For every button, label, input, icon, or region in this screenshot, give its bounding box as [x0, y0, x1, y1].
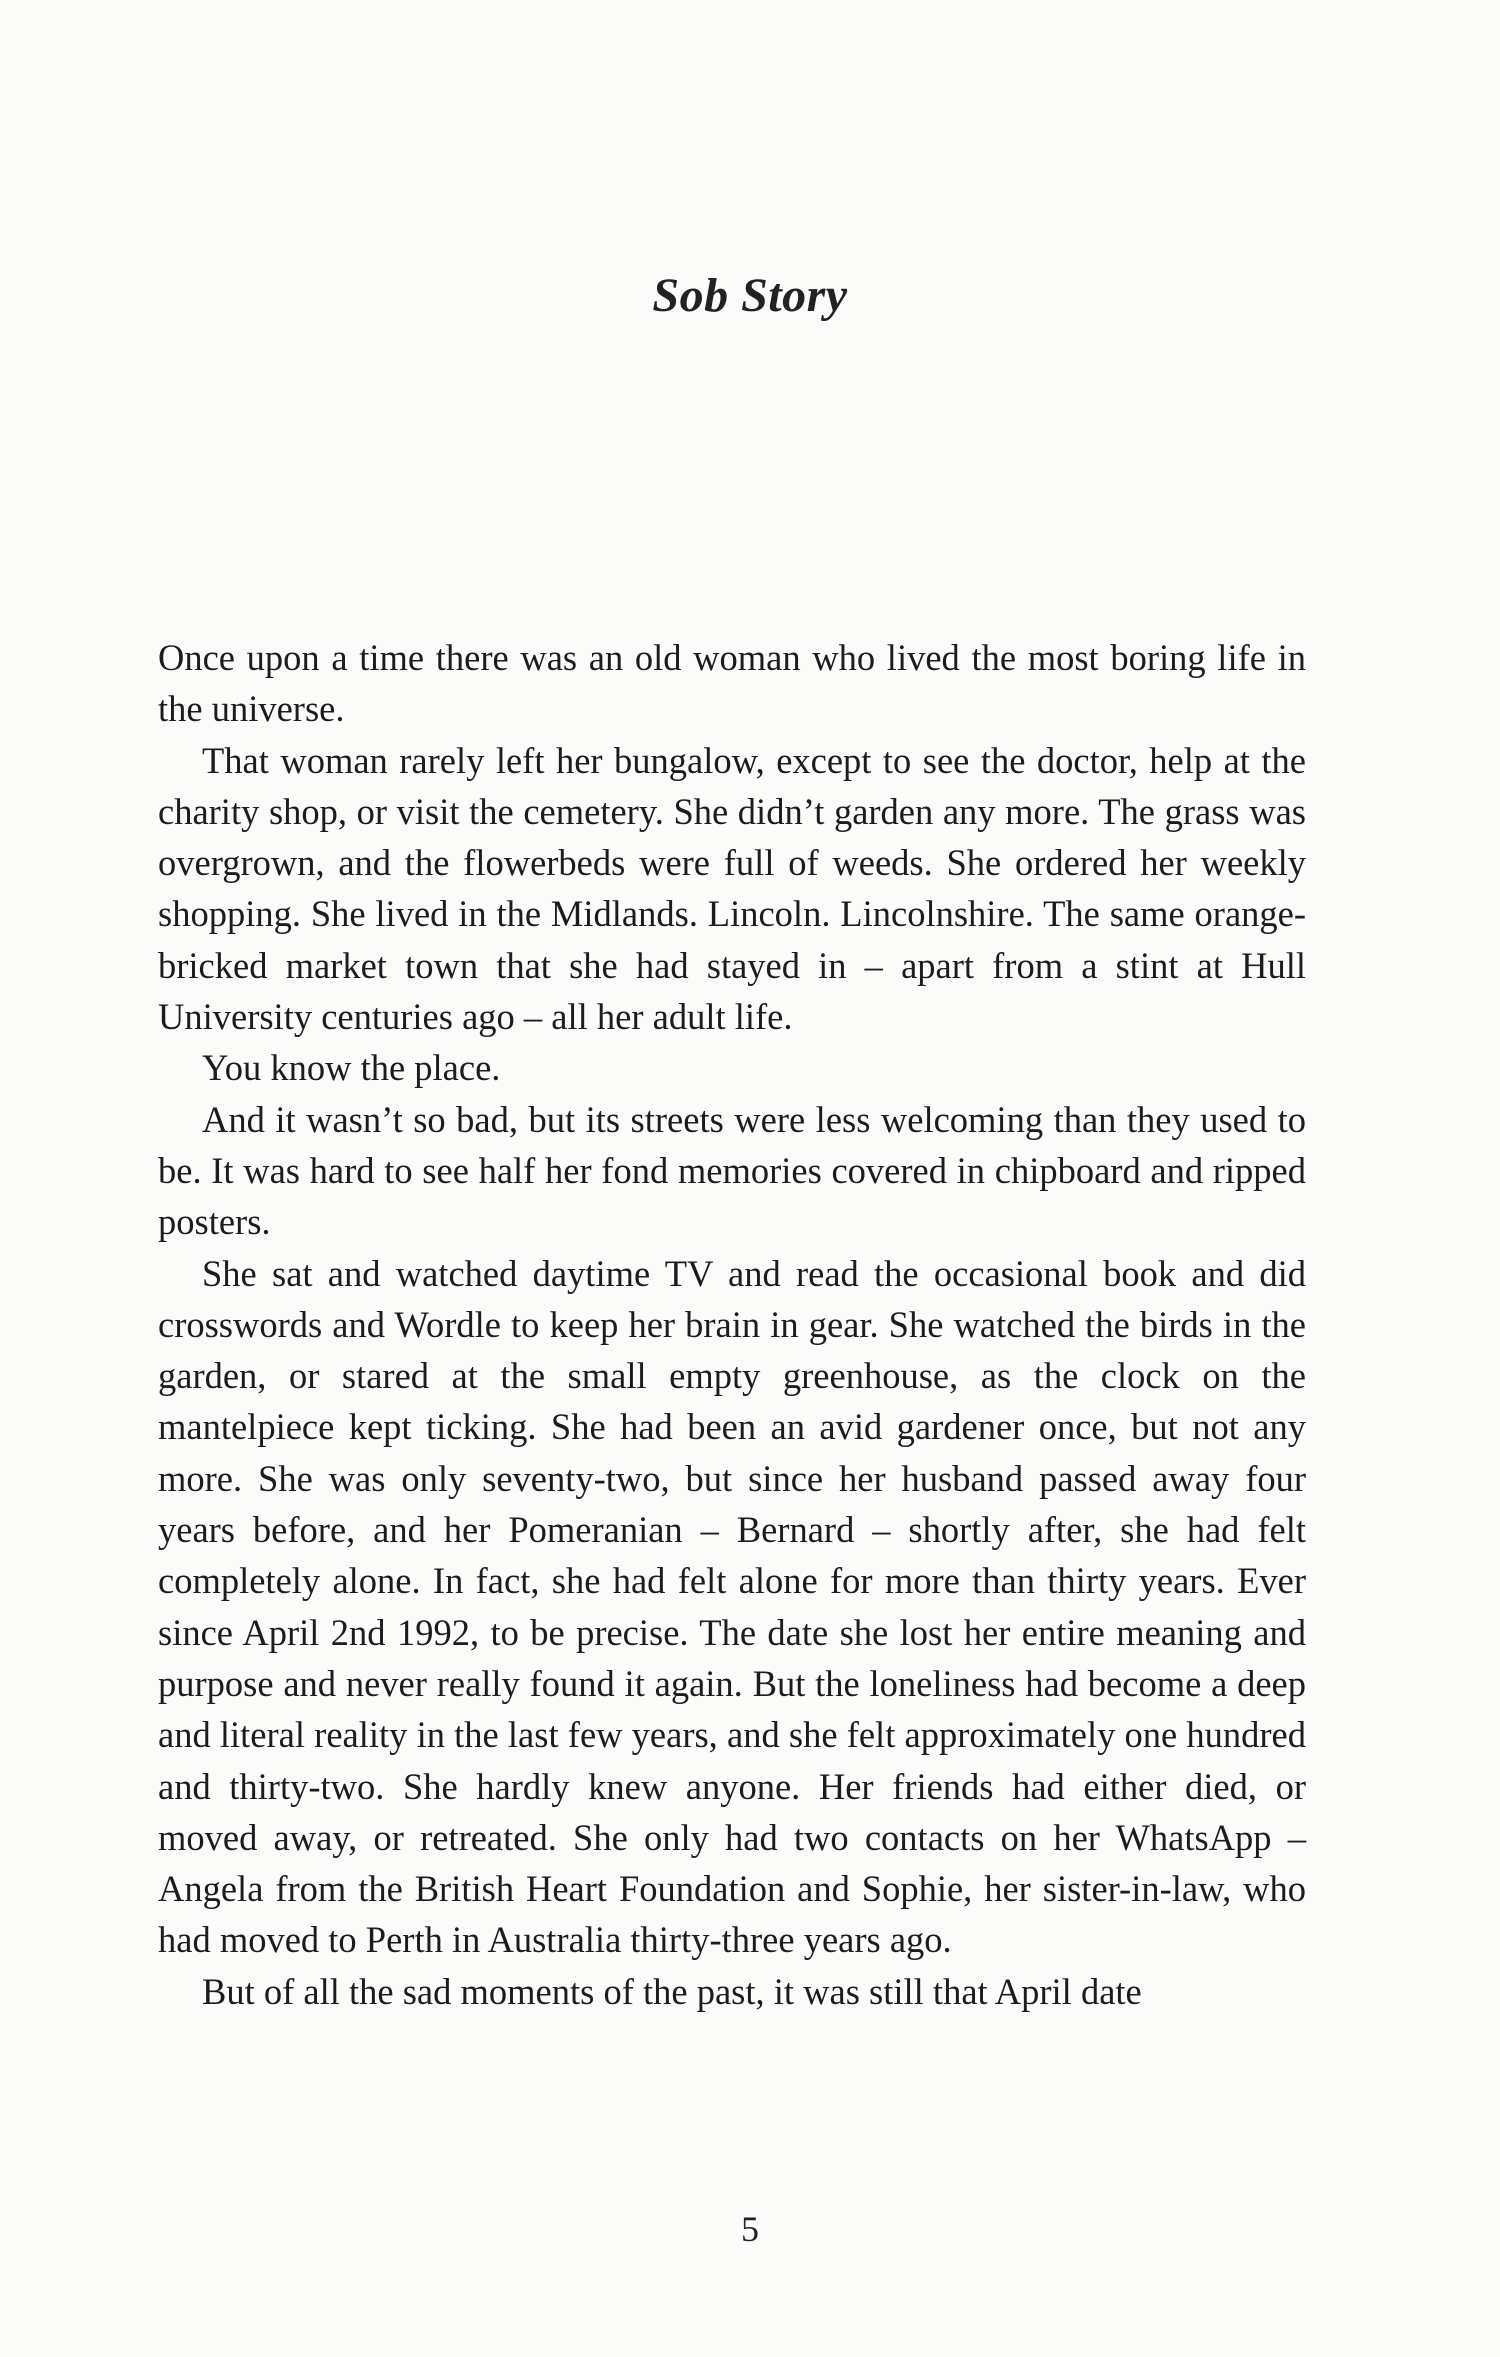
paragraph-6: But of all the sad moments of the past, it was still that April date [202, 1970, 1142, 2012]
chapter-body [158, 632, 1306, 2017]
paragraph-5: She sat and watched daytime TV and read the occasional book and did crosswords and Wordle to keep her brain in gear. She watched the birds in the garden, or stared at the small empty greenhouse, as the clock on the mantelpiece kept ticking. She had been an avid gardener once, but not any more. She was only seventy-two, but since her husband passed away four years before, and her Pomeranian – Bernard – shortly after, she had felt completely alone. In fact, she had felt alone for more than thirty years. Ever since April 2nd 1992, to be precise. The date she lost her entire meaning and purpose and never really found it again. But the loneliness had become a deep and literal reality in the last few years, and she felt approximately one hundred and thirty-two. She hardly knew anyone. Her friends had either died, or moved away, or retreated. She only had two contacts on her WhatsApp – Angela from the British Heart Foundation and Sophie, her sister-in-law, who had moved to Perth in Australia thirty-three years ago. [158, 1252, 1306, 1961]
paragraph-3: You know the place. [202, 1047, 501, 1089]
paragraph-2: That woman rarely left her bungalow, except to see the doctor, help at the charity shop, or visit the cemetery. She didn’t garden any more. The grass was overgrown, and the flowerbeds were full of weeds. She ordered her weekly shopping. She lived in the Midlands. Lincoln. Lincolnshire. The same orange-bricked market town that she had stayed in – apart from a stint at Hull University centuries ago – all her adult life. [158, 739, 1306, 1038]
paragraph-1: Once upon a time there was an old woman who lived the most boring life in the universe. [158, 637, 1306, 730]
page-number: 5 [741, 2209, 759, 2249]
paragraph-4: And it wasn’t so bad, but its streets were less welcoming than they used to be. It was hard to see half her fond memories covered in chipboard and ripped posters. [158, 1098, 1306, 1243]
chapter-title: Sob Story [652, 269, 848, 322]
